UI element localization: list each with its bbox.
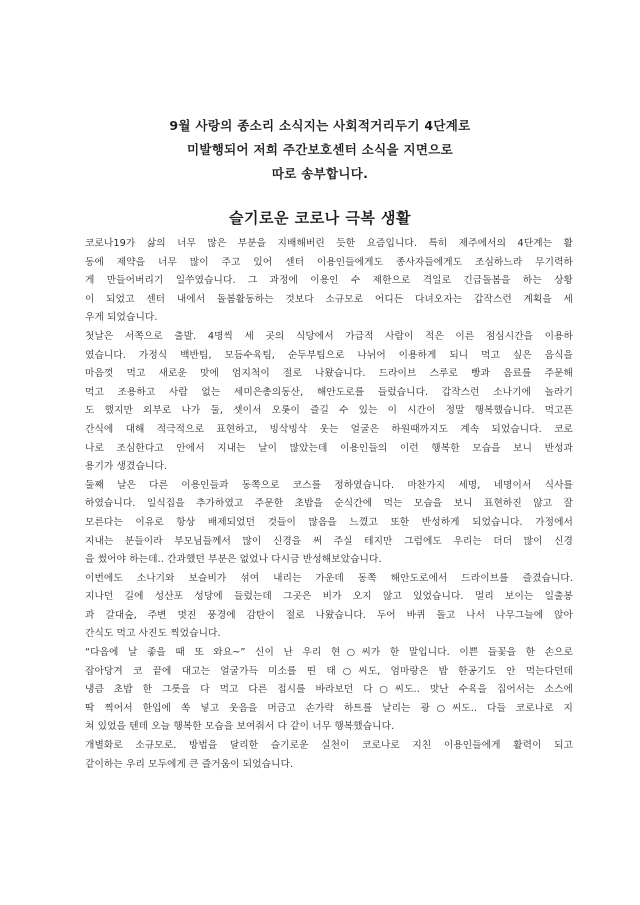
- body-line: 같이하는 우리 모두에게 큰 즐거움이 되었습니다.: [85, 758, 294, 770]
- notice-line: 미발행되어 저희 주간보호센터 소식을 지면으로: [186, 142, 454, 157]
- body-line: 우게 되었습니다.: [85, 312, 158, 324]
- body-line: 모른다는 이유로 항상 배제되었던 것들이 많음을 느꼈고 또한 반성하게 되었습니다. 가정에서: [85, 516, 573, 528]
- body-line: 나로 조심한다고 안에서 지내는 날이 많았는데 이용인들의 이런 행복한 모습을 보니 반성과: [85, 442, 573, 454]
- body-line: “다음에 날 좋을 때 또 와요~” 신이 난 우리 현○씨가 한 말입니다. 이쁜 들꽃을 한 손으로: [85, 647, 573, 659]
- body-line: 개별화로 소규모로. 방법을 달리한 슬기로운 실천이 코로나로 지친 이용인들에게 활력이 되고: [85, 740, 573, 752]
- body-line: 냉큼 초밥 한 그릇을 다 먹고 다른 접시를 바라보던 다○씨도.. 맛난 수육을 집어서는 소스에: [85, 684, 573, 696]
- body-line: 지내는 분들이라 부모님들께서 많이 신경을 써 주실 테지만 그럼에도 우리는 더더 많이 신경: [85, 535, 573, 547]
- article-body: [85, 235, 573, 774]
- body-line: 동에 제약을 너무 많이 주고 있어 센터 이용인들에게도 종사자들에게도 조심하느라 무기력하: [85, 256, 573, 268]
- article-title: 슬기로운 코로나 극복 생활: [228, 209, 412, 227]
- body-line: 간식도 먹고 사진도 찍었습니다.: [85, 628, 221, 640]
- body-line: 먹고 조용하고 사람 없는 세미은총의동산, 해안도로를 들렀습니다. 갑작스런 소나기에 놀라기: [85, 386, 573, 398]
- body-line: 게 만들어버리기 일쑤였습니다. 그 과정에 이용인 수 제한으로 격일로 긴급돌봄을 하는 상황: [85, 275, 573, 287]
- notice-heading: [60, 114, 580, 186]
- body-line: 둘째 날은 다른 이용인들과 동쪽으로 코스를 정하였습니다. 마찬가지 세명, 네명이서 식사를: [85, 479, 573, 491]
- body-line: 이번에도 소나기와 보슬비가 섞여 내리는 가운데 동쪽 해안도로에서 드라이브를 즐겼습니다.: [85, 572, 573, 584]
- body-line: 마음껏 먹고 새로운 맛에 엄지척이 절로 나왔습니다. 드라이브 스루로 빵과 음료를 주문해: [85, 368, 573, 380]
- body-line: 용기가 생겼습니다.: [85, 461, 168, 473]
- body-line: 첫날은 서쪽으로 출발. 4명씩 세 곳의 식당에서 가급적 사람이 적은 이른 점심시간을 이용하: [85, 330, 573, 342]
- body-line: 잡아당겨 코 끝에 대고는 얼굴가득 미소를 띤 태○씨도, 엄마랑은 밥 한공기도 안 먹는다던데: [85, 665, 573, 677]
- body-line: 지나던 길에 성산포 성당에 들렀는데 그곳은 비가 오지 않고 있었습니다. 멀리 보이는 일출봉: [85, 591, 573, 603]
- body-line: 코로나19가 삶의 너무 많은 부분을 지배해버린 듯한 요즘입니다. 특히 제주에서의 4단계는 활: [85, 238, 573, 249]
- body-line: 을 썼어야 하는데.. 간과했던 부분은 없었나 다시금 반성해보았습니다.: [85, 554, 382, 566]
- notice-line: 따로 송부합니다.: [271, 166, 369, 181]
- notice-line: 9월 사랑의 종소리 소식지는 사회적거리두기 4단계로: [169, 118, 471, 133]
- body-line: 간식에 대해 적극적으로 표현하고, 빙삭빙삭 웃는 얼굴은 하원때까지도 계속 되었습니다. 코로: [85, 423, 573, 435]
- body-line: 딱 찍어서 한입에 쏙 넣고 웃음을 머금고 손가락 하트를 날리는 광○씨도.. 다들 코로나로 지: [85, 702, 573, 714]
- body-line: 하였습니다. 일식집을 추가하였고 주문한 초밥을 순식간에 먹는 모습을 보니 표현하진 않고 잘: [85, 498, 573, 510]
- body-line: 였습니다. 가정식 백반팀, 모듬수육팀, 순두부팀으로 나뉘어 이용하게 되니 먹고 싶은 음식을: [85, 349, 573, 361]
- body-line: 쳐 있었을 텐데 오늘 행복한 모습을 보여줘서 다 같이 너무 행복했습니다.: [85, 721, 395, 733]
- body-line: 이 되었고 센터 내에서 돌봄활동하는 것보다 소규모로 어디든 다녀오자는 갑작스런 계획을 세: [85, 293, 573, 305]
- body-line: 과 갈대숲, 주변 멋진 풍경에 감탄이 절로 나왔습니다. 두어 바퀴 돌고 나서 나무그늘에 앉아: [85, 609, 573, 621]
- body-line: 도 했지만 외부로 나가 둘, 셋이서 오롯이 즐길 수 있는 이 시간이 정말 행복했습니다. 먹고픈: [85, 405, 573, 417]
